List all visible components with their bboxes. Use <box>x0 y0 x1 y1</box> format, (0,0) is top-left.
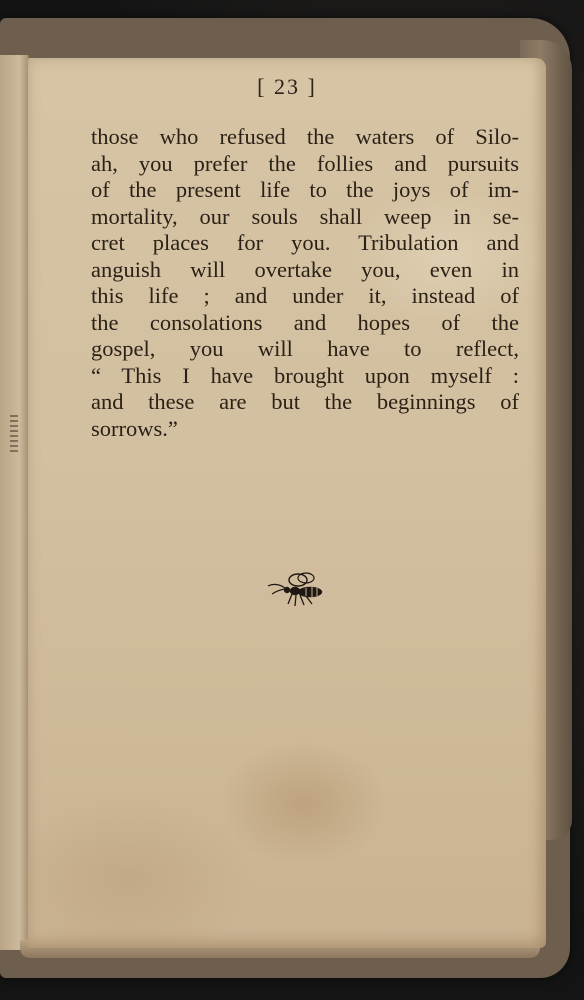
text-line: anguish will overtake you, even in <box>91 256 519 282</box>
binding-mark <box>10 415 18 455</box>
text-line: “ This I have brought upon myself : <box>91 362 519 388</box>
text-line: and these are but the beginnings of <box>91 389 519 414</box>
left-facing-page <box>0 55 29 950</box>
text-line: this life ; and under it, instead of <box>91 283 519 308</box>
text-line: of the present life to the joys of im- <box>91 177 519 202</box>
body-text <box>91 124 519 442</box>
text-line: the consolations and hopes of the <box>91 309 519 335</box>
text-line: ah, you prefer the follies and pursuits <box>91 150 519 176</box>
bee-icon <box>262 568 332 618</box>
book-page <box>28 58 546 948</box>
page-number: [ 23 ] <box>257 74 317 99</box>
text-line: mortality, our souls shall weep in se- <box>91 203 519 229</box>
text-line: those who refused the waters of Silo- <box>91 124 519 149</box>
text-line: sorrows.” <box>91 415 178 441</box>
text-line: cret places for you. Tribulation and <box>91 230 519 255</box>
text-line: gospel, you will have to reflect, <box>91 336 519 361</box>
